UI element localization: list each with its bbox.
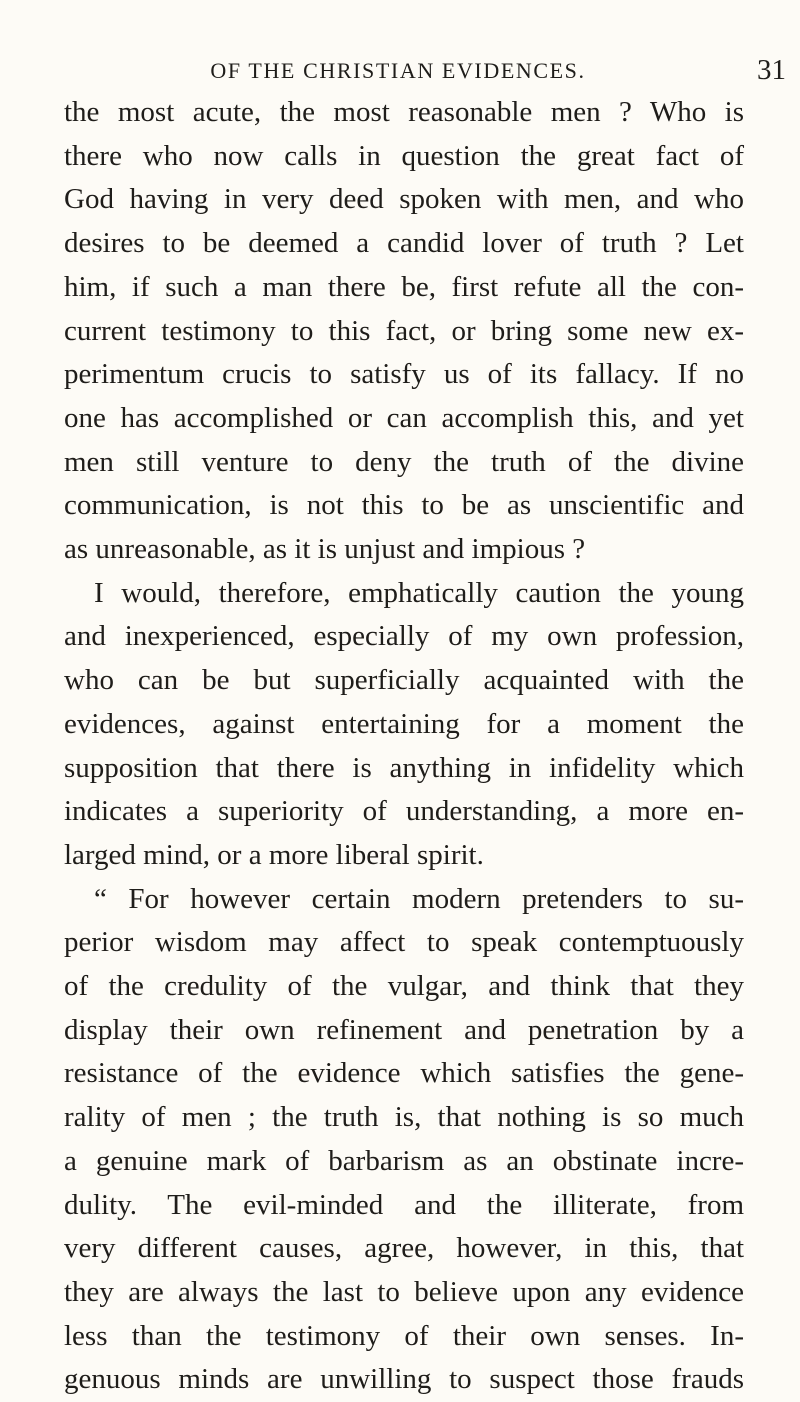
text-line-28: they are always the last to believe upon any evidence [64, 1275, 744, 1308]
text-line-6: current testimony to this fact, or bring some new ex- [64, 314, 744, 347]
running-head: OF THE CHRISTIAN EVIDENCES. [210, 58, 586, 83]
text-line-30: genuous minds are unwilling to suspect those frauds [64, 1363, 744, 1396]
text-line-19: “ For however certain modern pretenders to su- [94, 882, 744, 915]
text-line-3: God having in very deed spoken with men, and who [64, 183, 744, 216]
text-line-10: communication, is not this to be as unscientific and [64, 489, 744, 522]
text-line-24: rality of men ; the truth is, that nothing is so much [64, 1101, 744, 1134]
text-line-25: a genuine mark of barbarism as an obstinate incre- [64, 1144, 744, 1177]
text-line-11: as unreasonable, as it is unjust and impious ? [64, 533, 586, 566]
text-line-14: who can be but superficially acquainted with the [64, 664, 744, 697]
text-line-15: evidences, against entertaining for a moment the [64, 707, 744, 740]
text-line-20: perior wisdom may affect to speak contemptuously [64, 926, 744, 959]
text-line-29: less than the testimony of their own senses. In- [64, 1319, 744, 1352]
text-line-2: there who now calls in question the great fact of [64, 139, 744, 172]
text-line-1: the most acute, the most reasonable men ? Who is [64, 96, 744, 128]
text-line-5: him, if such a man there be, first refute all the con- [64, 270, 744, 303]
text-line-26: dulity. The evil-minded and the illiterate, from [64, 1188, 744, 1221]
text-line-8: one has accomplished or can accomplish this, and yet [64, 401, 744, 434]
text-line-13: and inexperienced, especially of my own profession, [64, 620, 744, 653]
text-line-7: perimentum crucis to satisfy us of its fallacy. If no [64, 358, 744, 391]
body-text [64, 91, 744, 1402]
page-number: 31 [757, 54, 786, 86]
text-line-4: desires to be deemed a candid lover of truth ? Let [64, 227, 744, 260]
text-line-22: display their own refinement and penetration by a [64, 1013, 744, 1046]
text-line-23: resistance of the evidence which satisfies the gene- [64, 1057, 744, 1090]
text-line-21: of the credulity of the vulgar, and think that they [64, 970, 744, 1003]
text-line-16: supposition that there is anything in infidelity which [64, 751, 744, 784]
text-line-18: larged mind, or a more liberal spirit. [64, 838, 484, 871]
text-line-9: men still venture to deny the truth of the divine [64, 445, 744, 478]
text-line-17: indicates a superiority of understanding, a more en- [64, 795, 744, 828]
text-line-27: very different causes, agree, however, in this, that [64, 1232, 744, 1265]
text-line-12: I would, therefore, emphatically caution the young [94, 576, 744, 609]
